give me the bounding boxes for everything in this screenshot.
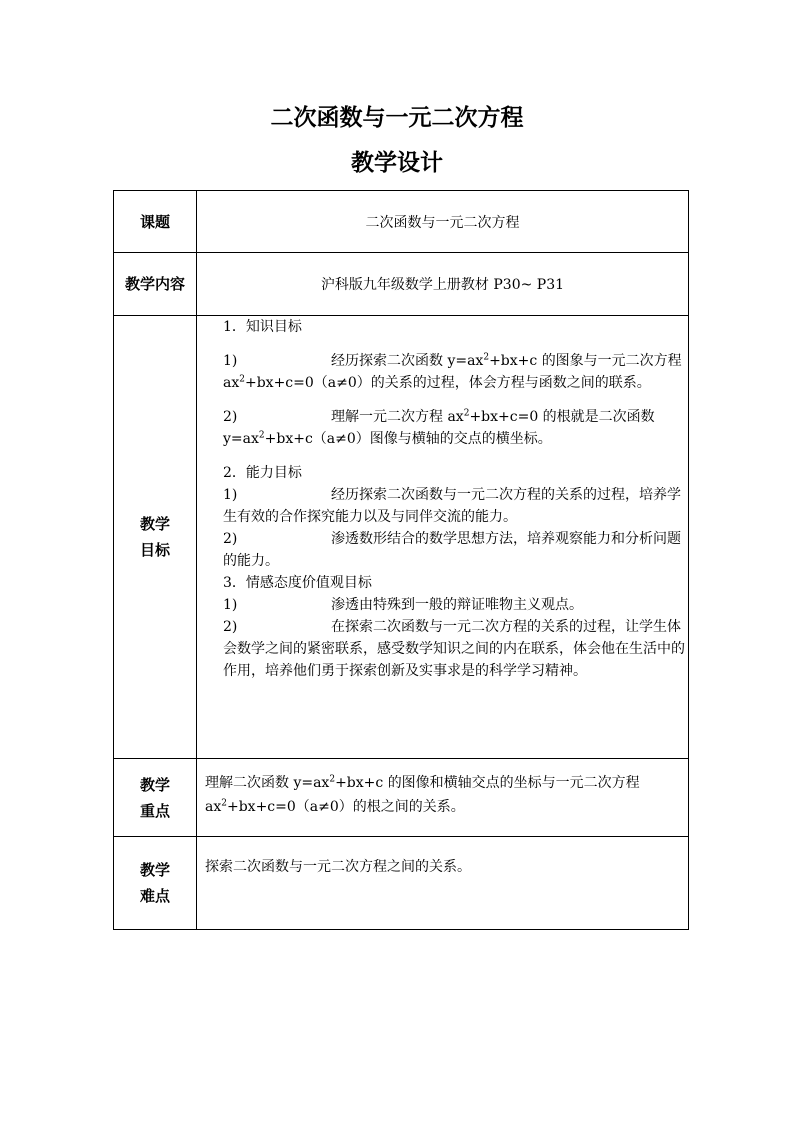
goal-item: 1) 经历探索二次函数 $y=ax^2+bx+c$ 的图象与一元二次方程 $ax^2+bx+c=0(a\ne 0)$的关系的过程，体会方程与函数之间的联系。 [223, 352, 682, 391]
goal-section-attitude: 3．情感态度价值观目标 [223, 575, 372, 591]
difficulty-label-line1: 教学 [139, 861, 170, 879]
goal-item: 2) 渗透数形结合的数学思想方法，培养观察能力和分析问题的能力。 [223, 531, 681, 569]
lesson-plan-table [113, 190, 689, 930]
table-row-key-points [114, 759, 689, 837]
goals-label-line2: 目标 [139, 541, 170, 559]
goal-item: 2) 在探索二次函数与一元二次方程的关系的过程，让学生体会数学之间的紧密联系，感受数学知识之间的内在联系，体会他在生活中的作用，培养他们勇于探索创新及实事求是的科学学习精神。 [223, 619, 685, 679]
goals-label [114, 316, 197, 759]
goal-item: 1) 经历探索二次函数与一元二次方程的关系的过程，培养学生有效的合作探究能力以及与同伴交流的能力。 [223, 487, 681, 525]
difficulty-label-line2: 难点 [139, 887, 170, 905]
key-label-line2: 重点 [139, 801, 170, 820]
table-row-goals [114, 316, 689, 759]
difficulty-text: 探索二次函数与一元二次方程之间的关系。 [205, 859, 471, 875]
topic-label: 课题 [114, 191, 197, 253]
goals-label-line1: 教学 [139, 515, 170, 533]
document-subtitle: 教学设计 [351, 149, 443, 176]
key-text: 理解二次函数 $y=ax^2+bx+c$ 的图像和横轴交点的坐标与一元二次方程 $ax^2+bx+c=0(a\ne 0)$的根之间的关系。 [205, 774, 640, 815]
goals-content [197, 316, 689, 759]
key-label-line1: 教学 [139, 775, 170, 794]
key-content [197, 759, 689, 837]
document-title: 二次函数与一元二次方程 [270, 104, 524, 131]
topic-value: 二次函数与一元二次方程 [197, 191, 689, 253]
table-row-topic [114, 191, 689, 253]
goal-section-ability: 2．能力目标 [223, 465, 302, 481]
key-label [114, 759, 197, 837]
difficulty-content [197, 837, 689, 930]
goal-item: 1) 渗透由特殊到一般的辩证唯物主义观点。 [223, 597, 583, 613]
content-value: 沪科版九年级数学上册教材 P30~ P31 [197, 253, 689, 316]
goal-item: 2) 理解一元二次方程 $ax^2+bx+c=0$ 的根就是二次函数 $y=ax^2+bx+c(a\ne 0)$图像与横轴的交点的横坐标。 [223, 408, 655, 447]
content-label: 教学内容 [114, 253, 197, 316]
difficulty-label [114, 837, 197, 930]
table-row-content [114, 253, 689, 316]
table-row-difficulty [114, 837, 689, 930]
goal-section-knowledge: 1．知识目标 [223, 319, 302, 335]
